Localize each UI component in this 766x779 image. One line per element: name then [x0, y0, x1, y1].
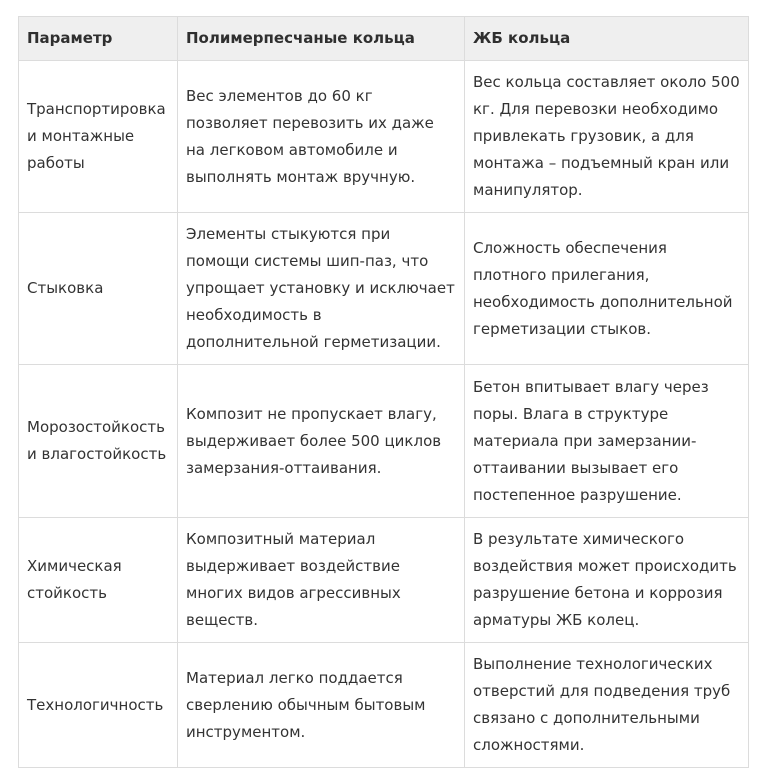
comparison-table: [18, 16, 749, 768]
cell-concrete: Выполнение технологических отверстий для подведения труб связано с дополнительными сложностями.: [465, 643, 749, 768]
cell-concrete: Сложность обеспечения плотного прилегания, необходимость дополнительной герметизации стыков.: [465, 213, 749, 365]
table-header: [19, 17, 749, 61]
cell-polymer: Вес элементов до 60 кг позволяет перевозить их даже на легковом автомобиле и выполнять монтаж вручную.: [178, 61, 465, 213]
cell-parameter: Химическая стойкость: [19, 518, 178, 643]
cell-polymer: Материал легко поддается сверлению обычным бытовым инструментом.: [178, 643, 465, 768]
cell-parameter: Морозостойкость и влагостойкость: [19, 365, 178, 518]
table-row: [19, 61, 749, 213]
cell-polymer: Композитный материал выдерживает воздействие многих видов агрессивных веществ.: [178, 518, 465, 643]
table-row: [19, 643, 749, 768]
cell-parameter: Технологичность: [19, 643, 178, 768]
cell-concrete: В результате химического воздействия может происходить разрушение бетона и коррозия арматуры ЖБ колец.: [465, 518, 749, 643]
cell-polymer: Композит не пропускает влагу, выдерживает более 500 циклов замерзания-оттаивания.: [178, 365, 465, 518]
header-cell-concrete-rings: ЖБ кольца: [465, 17, 749, 61]
cell-concrete: Бетон впитывает влагу через поры. Влага в структуре материала при замерзании-оттаивании вызывает его постепенное разрушение.: [465, 365, 749, 518]
header-cell-polymer-rings: Полимерпесчаные кольца: [178, 17, 465, 61]
cell-parameter: Транспортировка и монтажные работы: [19, 61, 178, 213]
cell-polymer: Элементы стыкуются при помощи системы шип-паз, что упрощает установку и исключает необходимость в дополнительной герметизации.: [178, 213, 465, 365]
header-cell-parameter: Параметр: [19, 17, 178, 61]
table-row: [19, 365, 749, 518]
cell-concrete: Вес кольца составляет около 500 кг. Для перевозки необходимо привлекать грузовик, а для монтажа – подъемный кран или манипулятор.: [465, 61, 749, 213]
table-row: [19, 213, 749, 365]
header-row: [19, 17, 749, 61]
table-body: [19, 61, 749, 768]
table-row: [19, 518, 749, 643]
cell-parameter: Стыковка: [19, 213, 178, 365]
